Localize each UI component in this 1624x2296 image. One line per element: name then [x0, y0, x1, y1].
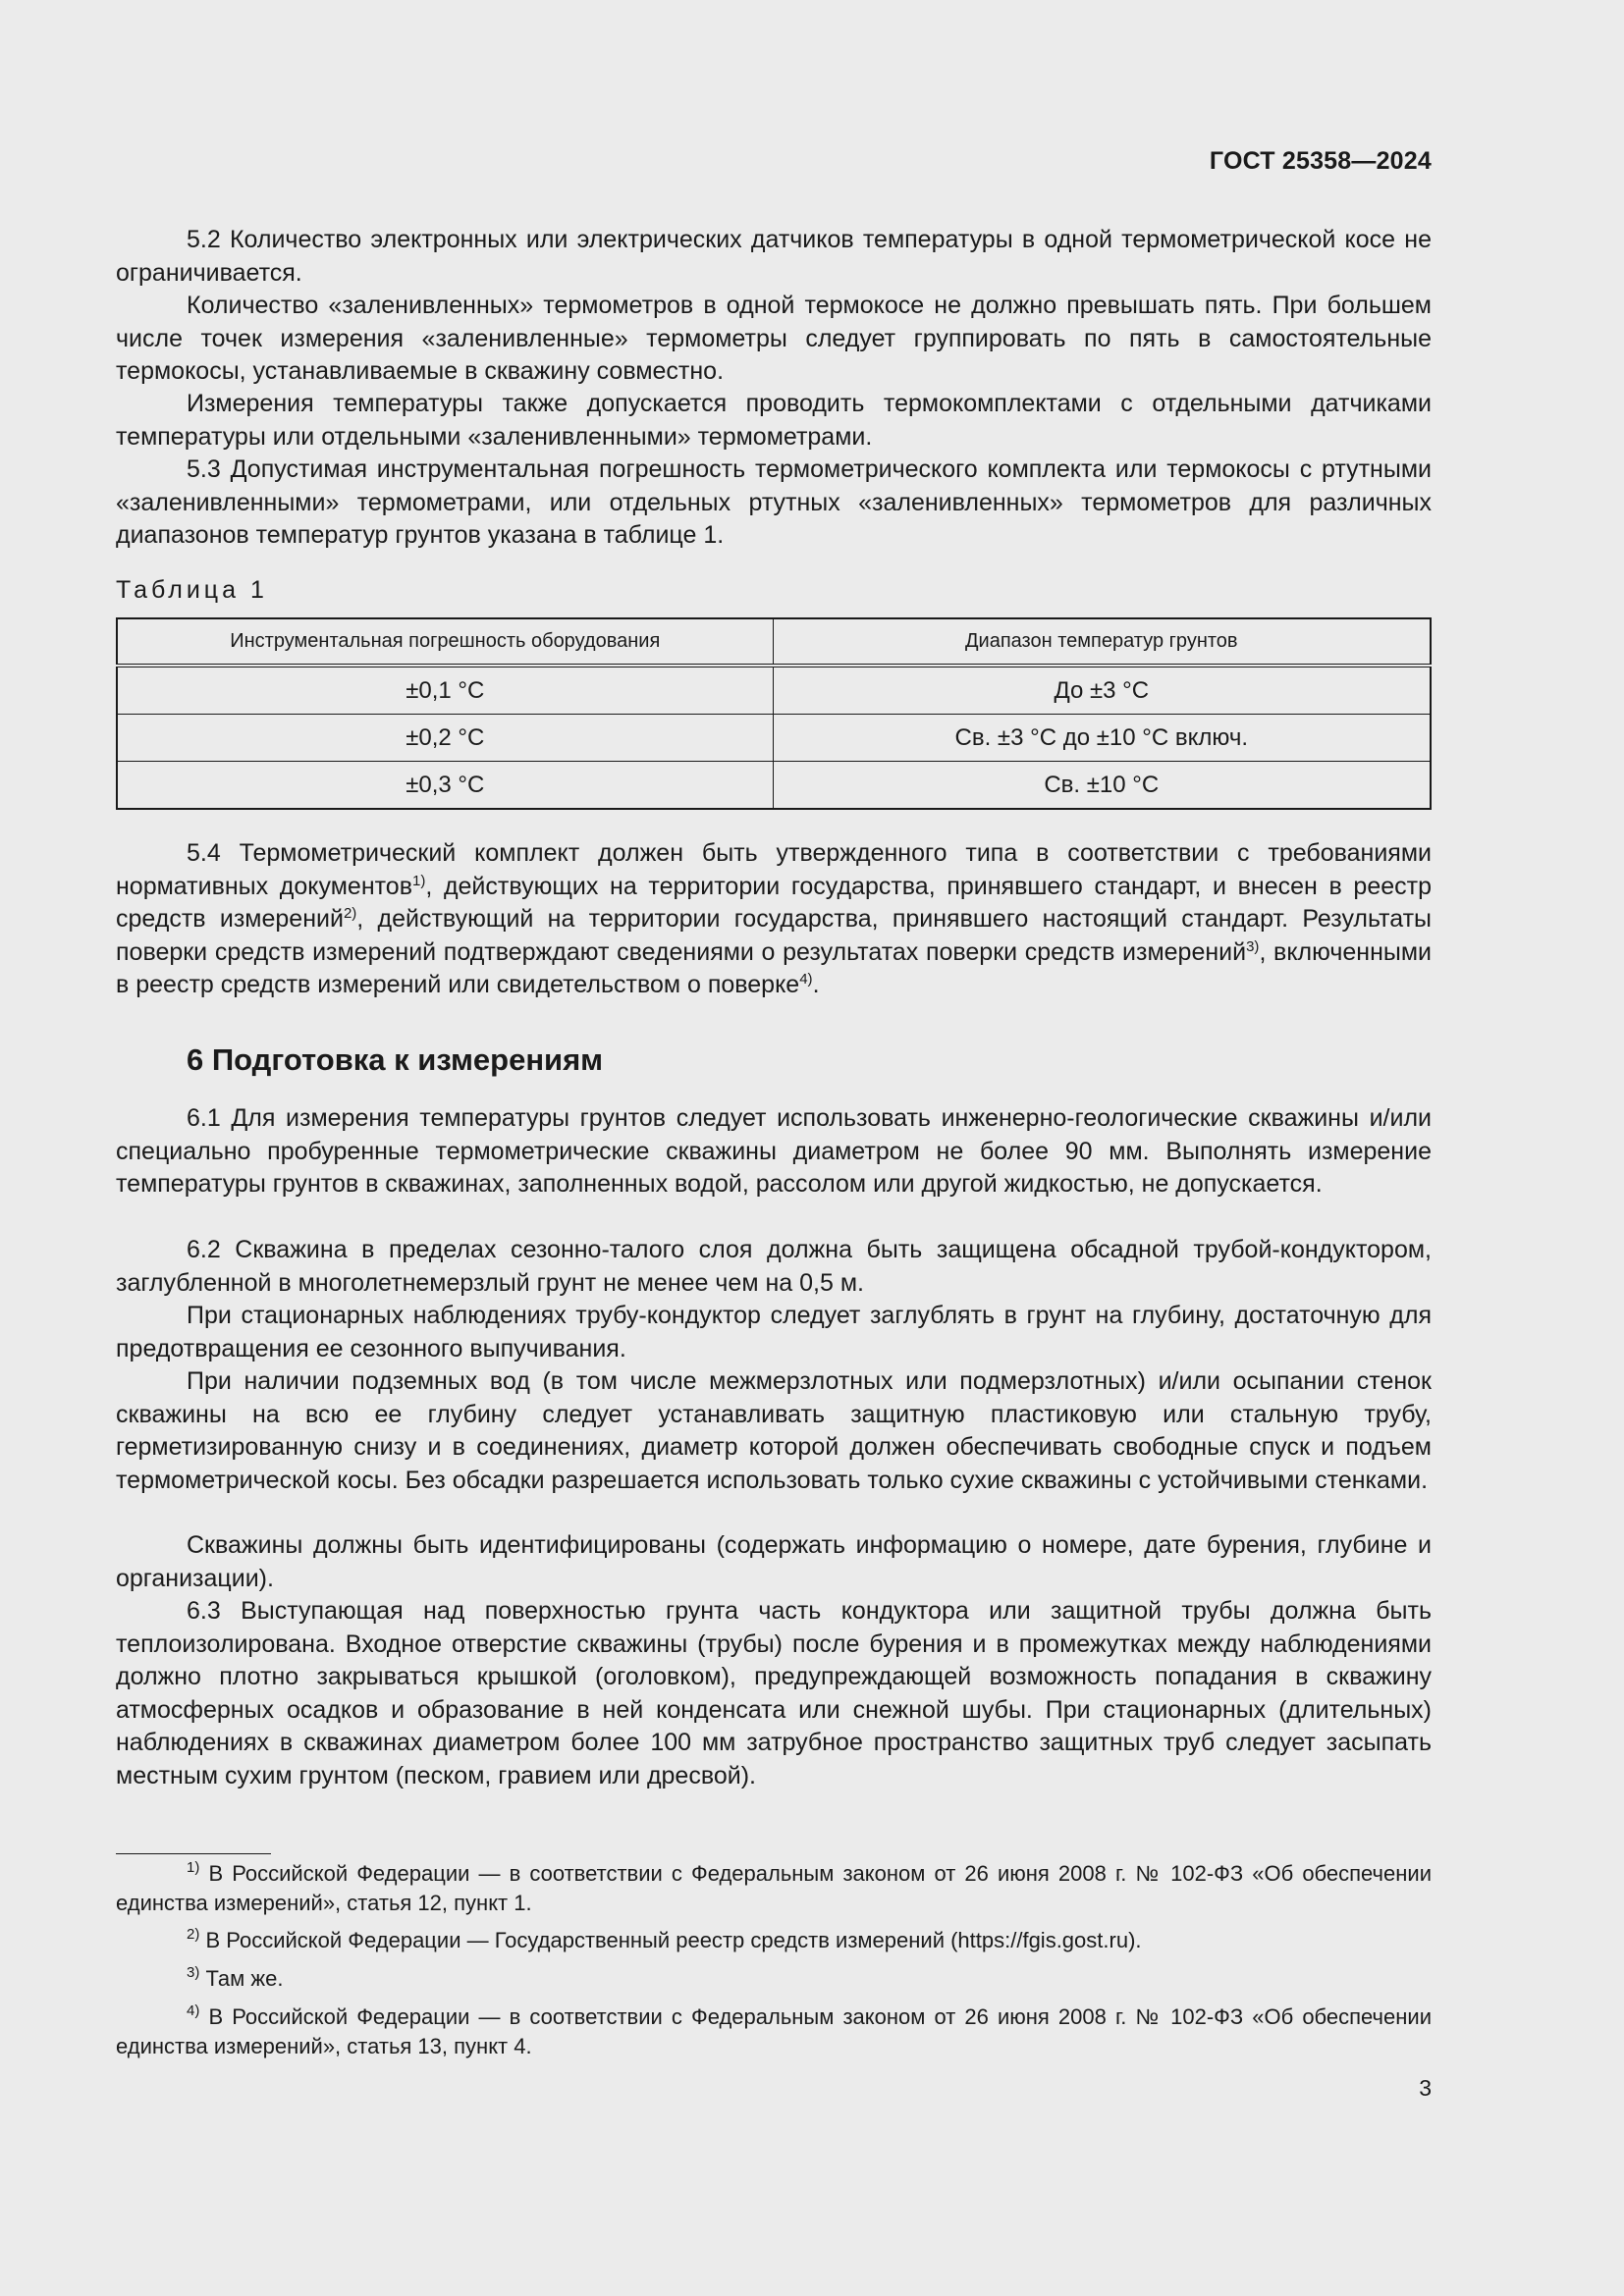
- paragraph-5-3: [116, 454, 1432, 553]
- paragraph-text: , действующий на территории государства, принявшего настоящий стандарт. Результаты поверки средств измерений подтверждают сведениями о результатах поверки средств измерений: [116, 905, 1433, 966]
- table-header-cell: Инструментальная погрешность оборудования: [117, 618, 773, 666]
- footnote-3: [116, 1964, 1432, 1994]
- paragraph-5-2-thermosets: [116, 388, 1432, 454]
- paragraph-text: При стационарных наблюдениях трубу-кондуктор следует заглублять в грунт на глубину, достаточную для предотвращения ее сезонного выпучивания.: [116, 1302, 1432, 1362]
- table-row: [117, 666, 1431, 715]
- paragraph-5-2-thermometers: [116, 290, 1432, 389]
- paragraph-text: 5.2 Количество электронных или электрических датчиков температуры в одной термометрической косе не ограничивается.: [116, 226, 1432, 287]
- footnote-ref[interactable]: 3): [1246, 937, 1260, 955]
- paragraph-text: .: [812, 971, 820, 998]
- paragraph-text: , включенными в реестр средств измерений или свидетельством о поверке: [116, 937, 1433, 998]
- page-number: 3: [1419, 2075, 1432, 2101]
- footnote-2: [116, 1926, 1432, 1955]
- footnote-ref[interactable]: 4): [799, 971, 813, 988]
- table-header-row: [117, 618, 1431, 666]
- tolerance-table: [116, 617, 1432, 810]
- footnote-mark: 2): [187, 1926, 200, 1943]
- paragraph-text: 5.3 Допустимая инструментальная погрешность термометрического комплекта или термокосы с ртутными «заленивленными» термометрами, или отдельных ртутных «заленивленных» термометров для различных диапазонов температур грунтов указана в таблице 1.: [116, 455, 1432, 549]
- table-cell: До ±3 °С: [773, 666, 1431, 715]
- footnote-text: Там же.: [205, 1966, 284, 1991]
- paragraph-text: Скважины должны быть идентифицированы (содержать информацию о номере, дате бурения, глубине и организации).: [116, 1531, 1432, 1592]
- paragraph-text: 6.2 Скважина в пределах сезонно-талого слоя должна быть защищена обсадной трубой-кондуктором, заглубленной в многолетнемерзлый грунт не менее чем на 0,5 м.: [116, 1236, 1432, 1297]
- footnote-mark: 3): [187, 1964, 200, 1981]
- table-cell: Св. ±10 °С: [773, 762, 1431, 810]
- table-row: [117, 715, 1431, 762]
- table-row: [117, 762, 1431, 810]
- paragraph-6-2-conductor: [116, 1300, 1432, 1365]
- paragraph-text: 6.3 Выступающая над поверхностью грунта часть кондуктора или защитной трубы должна быть теплоизолирована. Входное отверстие скважины (трубы) после бурения и в промежутках между наблюдениями должно плотно закрываться крышкой (оголовком), предупреждающей возможность попадания в скважину атмосферных осадков и образование в ней конденсата или снежной шубы. При стационарных (длительных) наблюдениях в скважинах диаметром более 100 мм затрубное пространство защитных труб следует засыпать местным сухим грунтом (песком, гравием или дресвой).: [116, 1597, 1432, 1789]
- paragraph-text: Количество «заленивленных» термометров в одной термокосе не должно превышать пять. При большем числе точек измерения «заленивленные» термометры следует группировать по пять в самостоятельные термокосы, устанавливаемые в скважину совместно.: [116, 292, 1432, 385]
- table-caption: Таблица 1: [116, 576, 268, 604]
- table-cell: ±0,3 °С: [117, 762, 773, 810]
- standard-header: ГОСТ 25358—2024: [1209, 147, 1432, 175]
- footnote-1: [116, 1859, 1432, 1918]
- section-heading: 6 Подготовка к измерениям: [187, 1042, 604, 1077]
- paragraph-text: При наличии подземных вод (в том числе межмерзлотных или подмерзлотных) и/или осыпании стенок скважины на всю ее глубину следует устанавливать защитную пластиковую или стальную трубу, герметизированную снизу и в соединениях, диаметр которой должен обеспечивать свободные спуск и подъем термометрической косы. Без обсадки разрешается использовать только сухие скважины с устойчивыми стенками.: [116, 1367, 1432, 1494]
- paragraph-6-1: [116, 1102, 1432, 1201]
- footnote-divider: [116, 1853, 271, 1854]
- table-header-cell: Диапазон температур грунтов: [773, 618, 1431, 666]
- footnote-text: В Российской Федерации — в соответствии с Федеральным законом от 26 июня 2008 г. № 102-ФЗ «Об обеспечении единства измерений», статья 13, пункт 4.: [116, 2004, 1432, 2058]
- paragraph-6-2: [116, 1234, 1432, 1300]
- paragraph-6-3: [116, 1595, 1432, 1792]
- paragraph-text: , действующих на территории государства, принявшего стандарт, и внесен в реестр средств измерений: [116, 872, 1432, 933]
- footnote-mark: 1): [187, 1859, 200, 1876]
- paragraph-text: Измерения температуры также допускается проводить термокомплектами с отдельными датчиками температуры или отдельными «заленивленными» термометрами.: [116, 390, 1432, 451]
- table-cell: ±0,1 °С: [117, 666, 773, 715]
- paragraph-5-4: [116, 837, 1432, 1002]
- footnote-text: В Российской Федерации — Государственный реестр средств измерений (https://fgis.gost.ru).: [205, 1928, 1142, 1952]
- table-cell: Св. ±3 °С до ±10 °С включ.: [773, 715, 1431, 762]
- paragraph-6-2-identification: [116, 1529, 1432, 1595]
- paragraph-6-2-groundwater: [116, 1365, 1432, 1497]
- footnote-mark: 4): [187, 2002, 200, 2019]
- footnote-ref[interactable]: 1): [411, 872, 426, 889]
- paragraph-5-2: [116, 224, 1432, 290]
- footnote-4: [116, 2002, 1432, 2061]
- paragraph-text: 6.1 Для измерения температуры грунтов следует использовать инженерно-геологические скважины и/или специально пробуренные термометрические скважины диаметром не более 90 мм. Выполнять измерение температуры грунтов в скважинах, заполненных водой, рассолом или другой жидкостью, не допускается.: [116, 1104, 1432, 1198]
- footnote-text: В Российской Федерации — в соответствии с Федеральным законом от 26 июня 2008 г. № 102-ФЗ «Об обеспечении единства измерений», статья 12, пункт 1.: [116, 1861, 1432, 1915]
- paragraph-text: 5.4 Термометрический комплект должен быть утвержденного типа в соответствии с требованиями нормативных документов: [116, 839, 1432, 900]
- footnote-ref[interactable]: 2): [343, 905, 357, 922]
- table-cell: ±0,2 °С: [117, 715, 773, 762]
